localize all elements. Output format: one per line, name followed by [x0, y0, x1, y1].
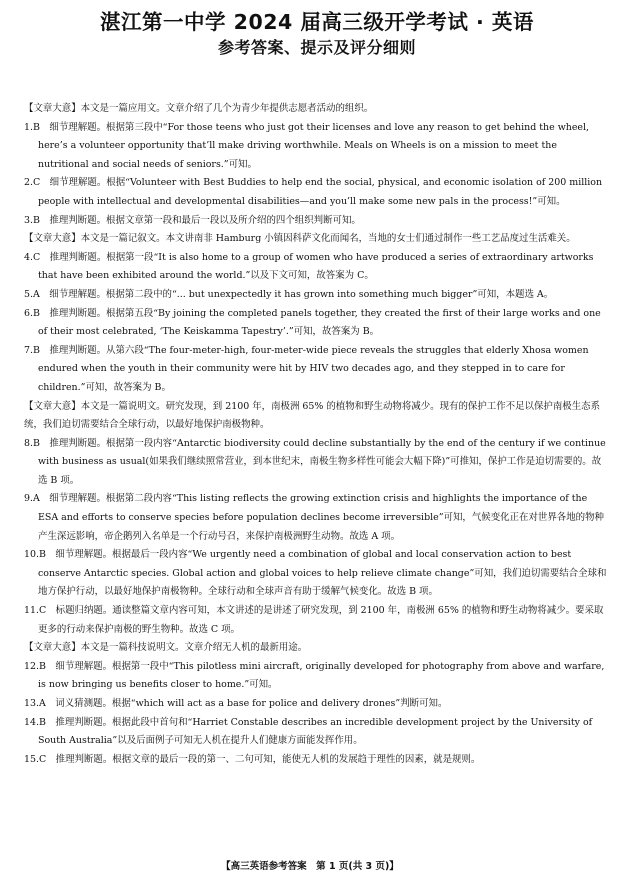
page-subtitle: 参考答案、提示及评分细则 [217, 38, 416, 57]
answer-item: 15.C 推理判断题。根据文章的最后一段的第一、二句可知，能使无人机的发展趋于理性的因素，就是规则。 [24, 753, 481, 765]
answer-item: 5.A 细节理解题。根据第二段中的“... but unexpectedly it has grown into something much bigger”可知，本题选 A。 [24, 288, 554, 300]
answer-item: 3.B 推理判断题。根据文章第一段和最后一段以及所介绍的四个组织判断可知。 [24, 214, 361, 226]
page-title: 湛江第一中学 2024 届高三级开学考试 · 英语 [100, 10, 534, 34]
article-summary: 【文章大意】本文是一篇应用文。文章介绍了几个为青少年提供志愿者活动的组织。 [24, 103, 374, 114]
answer-item: 9.A 细节理解题。根据第二段内容“This listing reflects the growing extinction crisis and highlights the importance of the ESA and efforts to conserve species before population declines become irreversible”可知，气候变化正在对世界各地的物种产生深远影响，帝企鹅列入名单是一个行动号召，来保护南极洲野生动物。故选 A 项。 [24, 493, 604, 542]
answer-item: 13.A 词义猜测题。根据“which will act as a base for police and delivery drones”判断可知。 [24, 698, 448, 709]
answer-item: 2.C 细节理解题。根据“Volunteer with Best Buddies to help end the social, physical, and economic isolation of 200 million people with intellectual and developmental disabilities—and you’ll make some new pals in the process!”可知。 [24, 177, 603, 207]
article-summary: 【文章大意】本文是一篇记叙文。本文讲南非 Hamburg 小镇因科萨文化而闻名，当地的女士们通过制作一些工艺品度过生活难关。 [24, 233, 576, 245]
answer-item: 1.B 细节理解题。根据第三段中“For those teens who just got their licenses and love any reason to get behind the wheel, here’s a volunteer opportunity that’ll make driving worthwhile. Meals on Wheels is on a mission to meet the nutritional and social needs of seniors.”可知。 [24, 121, 590, 170]
answer-item: 4.C 推理判断题。根据第一段“It is also home to a group of women who have produced a series of extraordinary artworks that have been exhibited around the world.”以及下文可知，故答案为 C。 [24, 251, 594, 282]
answer-item: 14.B 推理判断题。根据此段中首句和“Harriet Constable describes an incredible development project by the University of South Australia”以及后面例子可知无人机在提升人们健康方面能发挥作用。 [24, 716, 593, 747]
answer-item: 7.B 推理判断题。从第六段“The four-meter-high, four-meter-wide piece reveals the struggles that elderly Xhosa women endured when the youth in their community were hit by HIV two decades ago, and they stepped in to care for children.”可知，故答案为 B。 [24, 344, 589, 393]
page-footer: 【高三英语参考答案 第 1 页(共 3 页)】 [221, 861, 399, 872]
answer-content [24, 100, 610, 769]
answer-item: 6.B 推理判断题。根据第五段“By joining the completed panels together, they created the first of their large works and one of their most celebrated, ‘The Keiskamma Tapestry’.”可知，故答案为 B。 [24, 307, 601, 338]
answer-item: 11.C 标题归纳题。通读整篇文章内容可知，本文讲述的是讲述了研究发现，到 2100 年，南极洲 65% 的植物和野生动物将减少。要采取更多的行动来保护南极的野生物种。故选 C 项。 [24, 605, 604, 635]
article-summary: 【文章大意】本文是一篇说明文。研究发现，到 2100 年，南极洲 65% 的植物和野生动物将减少。现有的保护工作不足以保护南极生态系统，我们迫切需要结合全球行动，以最好地保护南极物种。 [24, 400, 601, 431]
article-summary: 【文章大意】本文是一篇科技说明文。文章介绍无人机的最新用途。 [24, 642, 308, 654]
answer-item: 8.B 推理判断题。根据第一段内容“Antarctic biodiversity could decline substantially by the end of the century if we continue with business as usual(如果我们继续照常营业，到本世纪末，南极生物多样性可能会大幅下降)”可推知，保护工作是迫切需要的。故选 B 项。 [24, 437, 606, 486]
answer-item: 10.B 细节理解题。根据最后一段内容“We urgently need a combination of global and local conservation action to best conserve Antarctic species. Global action and global voices to help relieve climate change”可知，我们迫切需要结合全球和地方保护行动，以最好地保护南极物种。全球行动和全球声音有助于缓解气候变化。故选 B 项。 [24, 549, 607, 598]
answer-item: 12.B 细节理解题。根据第一段中“This pilotless mini aircraft, originally developed for photography from above and warfare, is now bringing us benefits closer to home.”可知。 [24, 660, 605, 691]
